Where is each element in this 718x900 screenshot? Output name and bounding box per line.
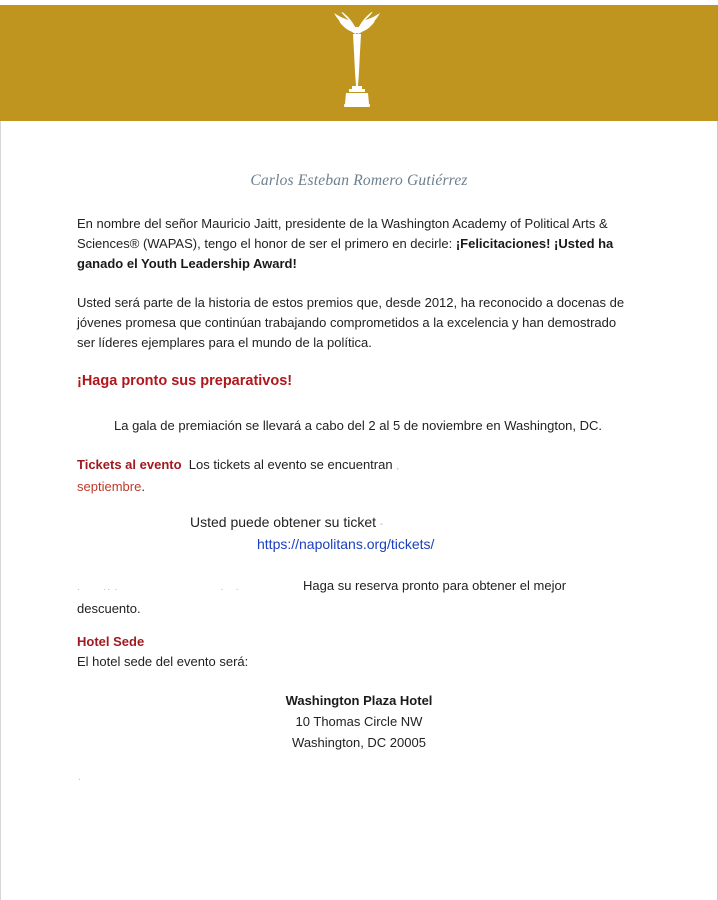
reservation-text: Haga su reserva pronto para obtener el mejor — [303, 578, 567, 593]
tickets-period: . — [141, 479, 145, 494]
obtain-ticket-label: Usted puede obtener su ticket — [190, 514, 377, 530]
redacted-mark: - — [376, 519, 385, 530]
tickets-text: Los tickets al evento se encuentran — [188, 457, 393, 472]
hotel-heading: Hotel Sede — [77, 634, 145, 649]
redacted-mark: . .. . . . — [77, 582, 240, 593]
tickets-label: Tickets al evento — [77, 457, 182, 472]
intro-text: En nombre del señor Mauricio Jaitt, presidente de la Washington Academy of Political Arts & Sciences® (WAPAS), tengo el honor de ser el primero en decirle: — [77, 216, 608, 251]
hotel-intro: El hotel sede del evento será: — [77, 654, 249, 669]
obtain-ticket-text — [190, 514, 384, 530]
trophy-icon — [325, 12, 389, 108]
hotel-street: 10 Thomas Circle NW — [295, 714, 423, 729]
recipient-name: Carlos Esteban Romero Gutiérrez — [250, 172, 468, 189]
preparations-heading: ¡Haga pronto sus preparativos! — [77, 373, 293, 389]
tickets-month: septiembre — [77, 479, 142, 494]
gala-dates: La gala de premiación se llevará a cabo del 2 al 5 de noviembre en Washington, DC. — [114, 418, 603, 433]
tickets-paragraph — [77, 455, 637, 497]
redacted-mark: . — [78, 772, 82, 783]
header-banner — [0, 5, 718, 121]
congratulations-text: ¡Felicitaciones! ¡Usted ha ganado el Youth Leadership Award! — [77, 236, 614, 271]
tickets-link[interactable]: https://napolitans.org/tickets/ — [257, 536, 435, 552]
hotel-city: Washington, DC 20005 — [292, 735, 426, 750]
redacted-block — [77, 575, 303, 598]
reservation-paragraph — [77, 575, 637, 619]
redacted-mark: , — [392, 461, 401, 472]
page-left-border — [0, 121, 1, 900]
intro-paragraph — [77, 214, 637, 274]
hotel-address — [0, 690, 718, 753]
reservation-end: descuento. — [77, 601, 141, 616]
history-paragraph: Usted será parte de la historia de estos premios que, desde 2012, ha reconocido a docenas de jóvenes promesa que continúan trabajando comprometidos a la excelencia y han demostrado ser líderes ejemplares para el mundo de la política. — [77, 295, 625, 350]
hotel-name: Washington Plaza Hotel — [285, 693, 433, 708]
